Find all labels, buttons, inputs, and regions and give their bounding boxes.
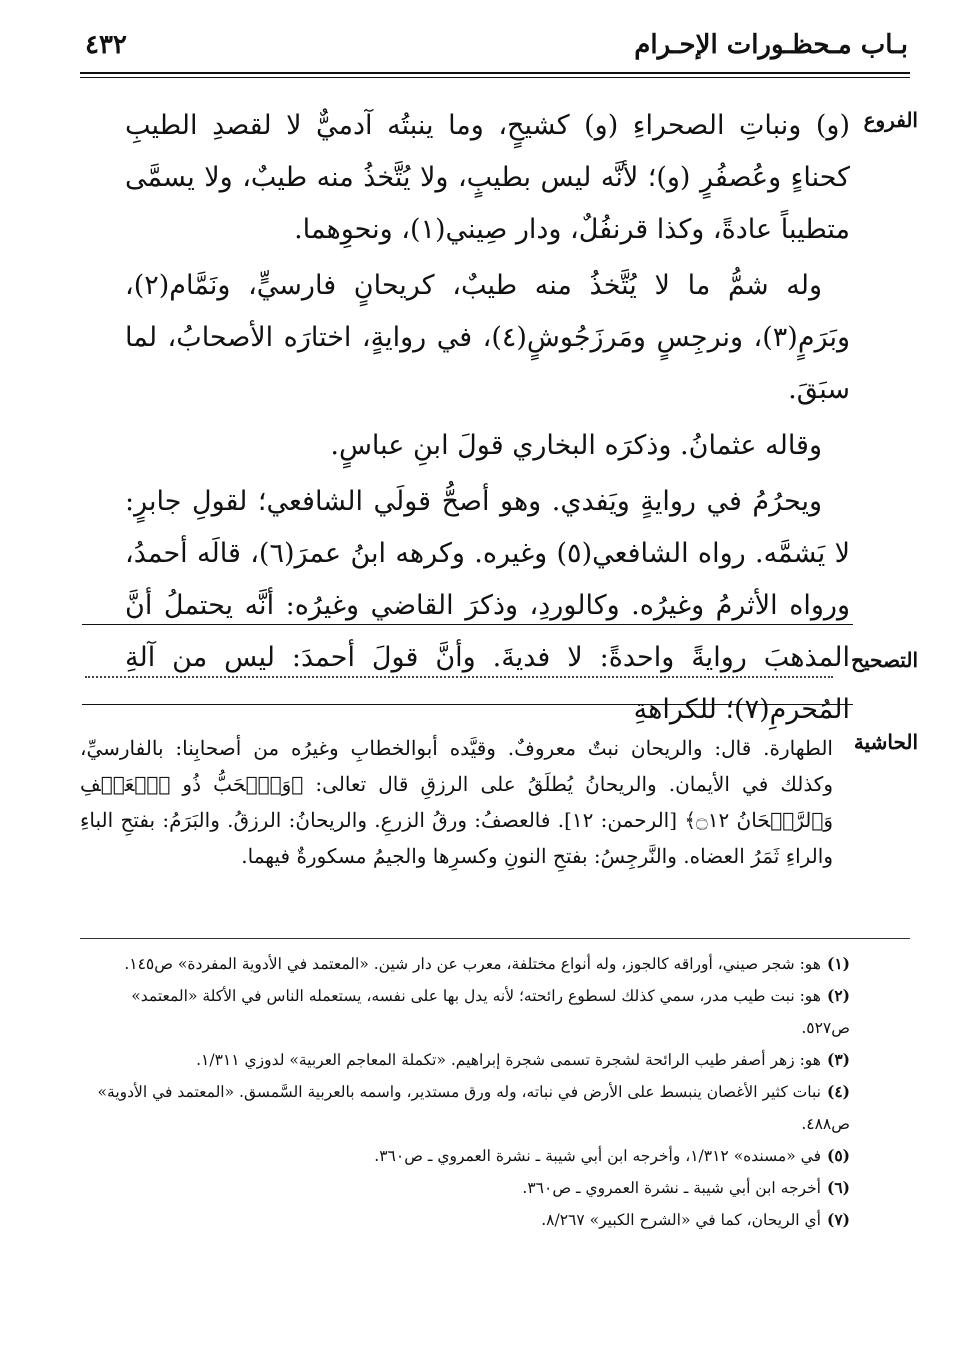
footnote-text: في «مسنده» ١/٣١٢، وأخرجه ابن أبي شيبة ـ نشرة العمروي ـ ص٣٦٠. <box>374 1147 821 1165</box>
footnote <box>78 1140 850 1172</box>
paragraph: ويحرُمُ في روايةٍ ويَفدي. وهو أصحُّ قولَي الشافعي؛ لقولِ جابرٍ: لا يَشمَّه. رواه الشافعي(٥) وغيره. وكرهه ابنُ عمرَ(٦)، قالَه أحمدُ، ورواه الأثرمُ وغيرُه. وكالوردِ، وذكرَ القاضي وغيرُه: أنَّه يحتملُ أنَّ المذهبَ روايةً واحدةً: لا فديةَ. وأنَّ قولَ أحمدَ: ليس من آلةِ المُحرمِ(٧)؛ للكراهةِ <box>125 486 850 725</box>
label-furu: الفروع <box>863 108 918 132</box>
footnote-number: (٢) <box>826 986 850 1005</box>
footnote <box>78 1204 850 1236</box>
tashih-dotted-line <box>85 656 833 678</box>
footnote-number: (٤) <box>826 1082 850 1101</box>
paragraph: وقاله عثمانُ. وذكرَه البخاري قولَ ابنِ عباسٍ. <box>330 430 822 461</box>
section-divider <box>82 704 853 705</box>
footnote-text: أخرجه ابن أبي شيبة ـ نشرة العمروي ـ ص٣٦٠. <box>522 1179 821 1197</box>
paragraph: (و) ونباتِ الصحراءِ (و) كشيحٍ، وما ينبتُه آدميٌّ لا لقصدِ الطيبِ كحناءٍ وعُصفُرٍ (و)؛ لأنَّه ليس بطيبٍ، ولا يُتَّخذُ منه طيبٌ، ولا يسمَّى متطيباً عادةً، وكذا قرنفُلٌ، ودار صِيني(١)، ونحوِهما. <box>125 110 850 245</box>
footnote-text: هو: نبت طيب مدر، سمي كذلك لسطوع رائحته؛ لأنه يدل بها على نفسه، يستعمله الناس في الأكلة «المعتمد» ص٥٢٧. <box>131 987 850 1037</box>
footnote-number: (١) <box>826 954 850 973</box>
footnote-text: أي الريحان، كما في «الشرح الكبير» ٨/٢٦٧. <box>541 1211 821 1229</box>
footnote-number: (٧) <box>826 1210 850 1229</box>
footnote-number: (٥) <box>826 1146 850 1165</box>
footnote <box>78 1172 850 1204</box>
footnote-text: هو: شجر صيني، أوراقه كالجوز، وله أنواع مختلفة، معرب عن دار شين. «المعتمد في الأدوية المفردة» ص١٤٥. <box>124 955 821 973</box>
footnote <box>78 980 850 1044</box>
page-number: ٤٣٢ <box>85 30 127 60</box>
chapter-title: بـاب مـحظـورات الإحـرام <box>634 30 908 60</box>
footnote-number: (٦) <box>826 1178 850 1197</box>
main-text <box>125 100 850 740</box>
header-rule-thin <box>80 77 910 78</box>
footnote <box>78 948 850 980</box>
section-divider <box>82 624 853 625</box>
footnote-text: هو: زهر أصفر طيب الرائحة لشجرة تسمى شجرة إبراهيم. «تكملة المعاجم العربية» لدوزي ١/٣١١. <box>196 1051 821 1069</box>
label-hashiya: الحاشية <box>853 730 918 754</box>
footnote <box>78 1076 850 1140</box>
paragraph: وله شمُّ ما لا يُتَّخذُ منه طيبٌ، كريحانٍ فارسيٍّ، ونَمَّام(٢)، وبَرَمٍ(٣)، ونرجِسٍ ومَرزَجُوشٍ(٤)، في روايةٍ، اختارَه الأصحابُ، لما سبَقَ. <box>125 270 850 405</box>
hashiya-text: الطهارة. قال: والريحان نبتٌ معروفٌ. وقيَّده أبوالخطابِ وغيرُه من أصحابِنا: بالفارسيِّ، وكذلك في الأيمان. والريحانُ يُطلَقُ على الرزقِ قال تعالى: ﴿وَٱلۡحَبُّ ذُو ٱلۡعَصۡفِ وَٱلرَّيۡحَانُ ۝١٢﴾ [الرحمن: ١٢]. فالعصفُ: ورقُ الزرعِ. والريحانُ: الرزقُ. والبَرَمُ: بفتحِ الباءِ والراءِ ثَمَرُ العضاه. والنَّرجِسُ: بفتحِ النونِ وكسرِها والجيمُ مسكورةٌ فيهما. <box>80 736 834 868</box>
footnote <box>78 1044 850 1076</box>
footnote-text: نبات كثير الأغصان ينبسط على الأرض في نباته، وله ورق مستدير، واسمه بالعربية السَّمسق. «المعتمد في الأدوية» ص٤٨٨. <box>97 1083 850 1133</box>
label-tashih: التصحيح <box>851 648 918 672</box>
footnote-rule <box>80 938 910 939</box>
footnotes <box>78 948 850 1236</box>
header-rule <box>80 72 910 74</box>
footnote-number: (٣) <box>826 1050 850 1069</box>
